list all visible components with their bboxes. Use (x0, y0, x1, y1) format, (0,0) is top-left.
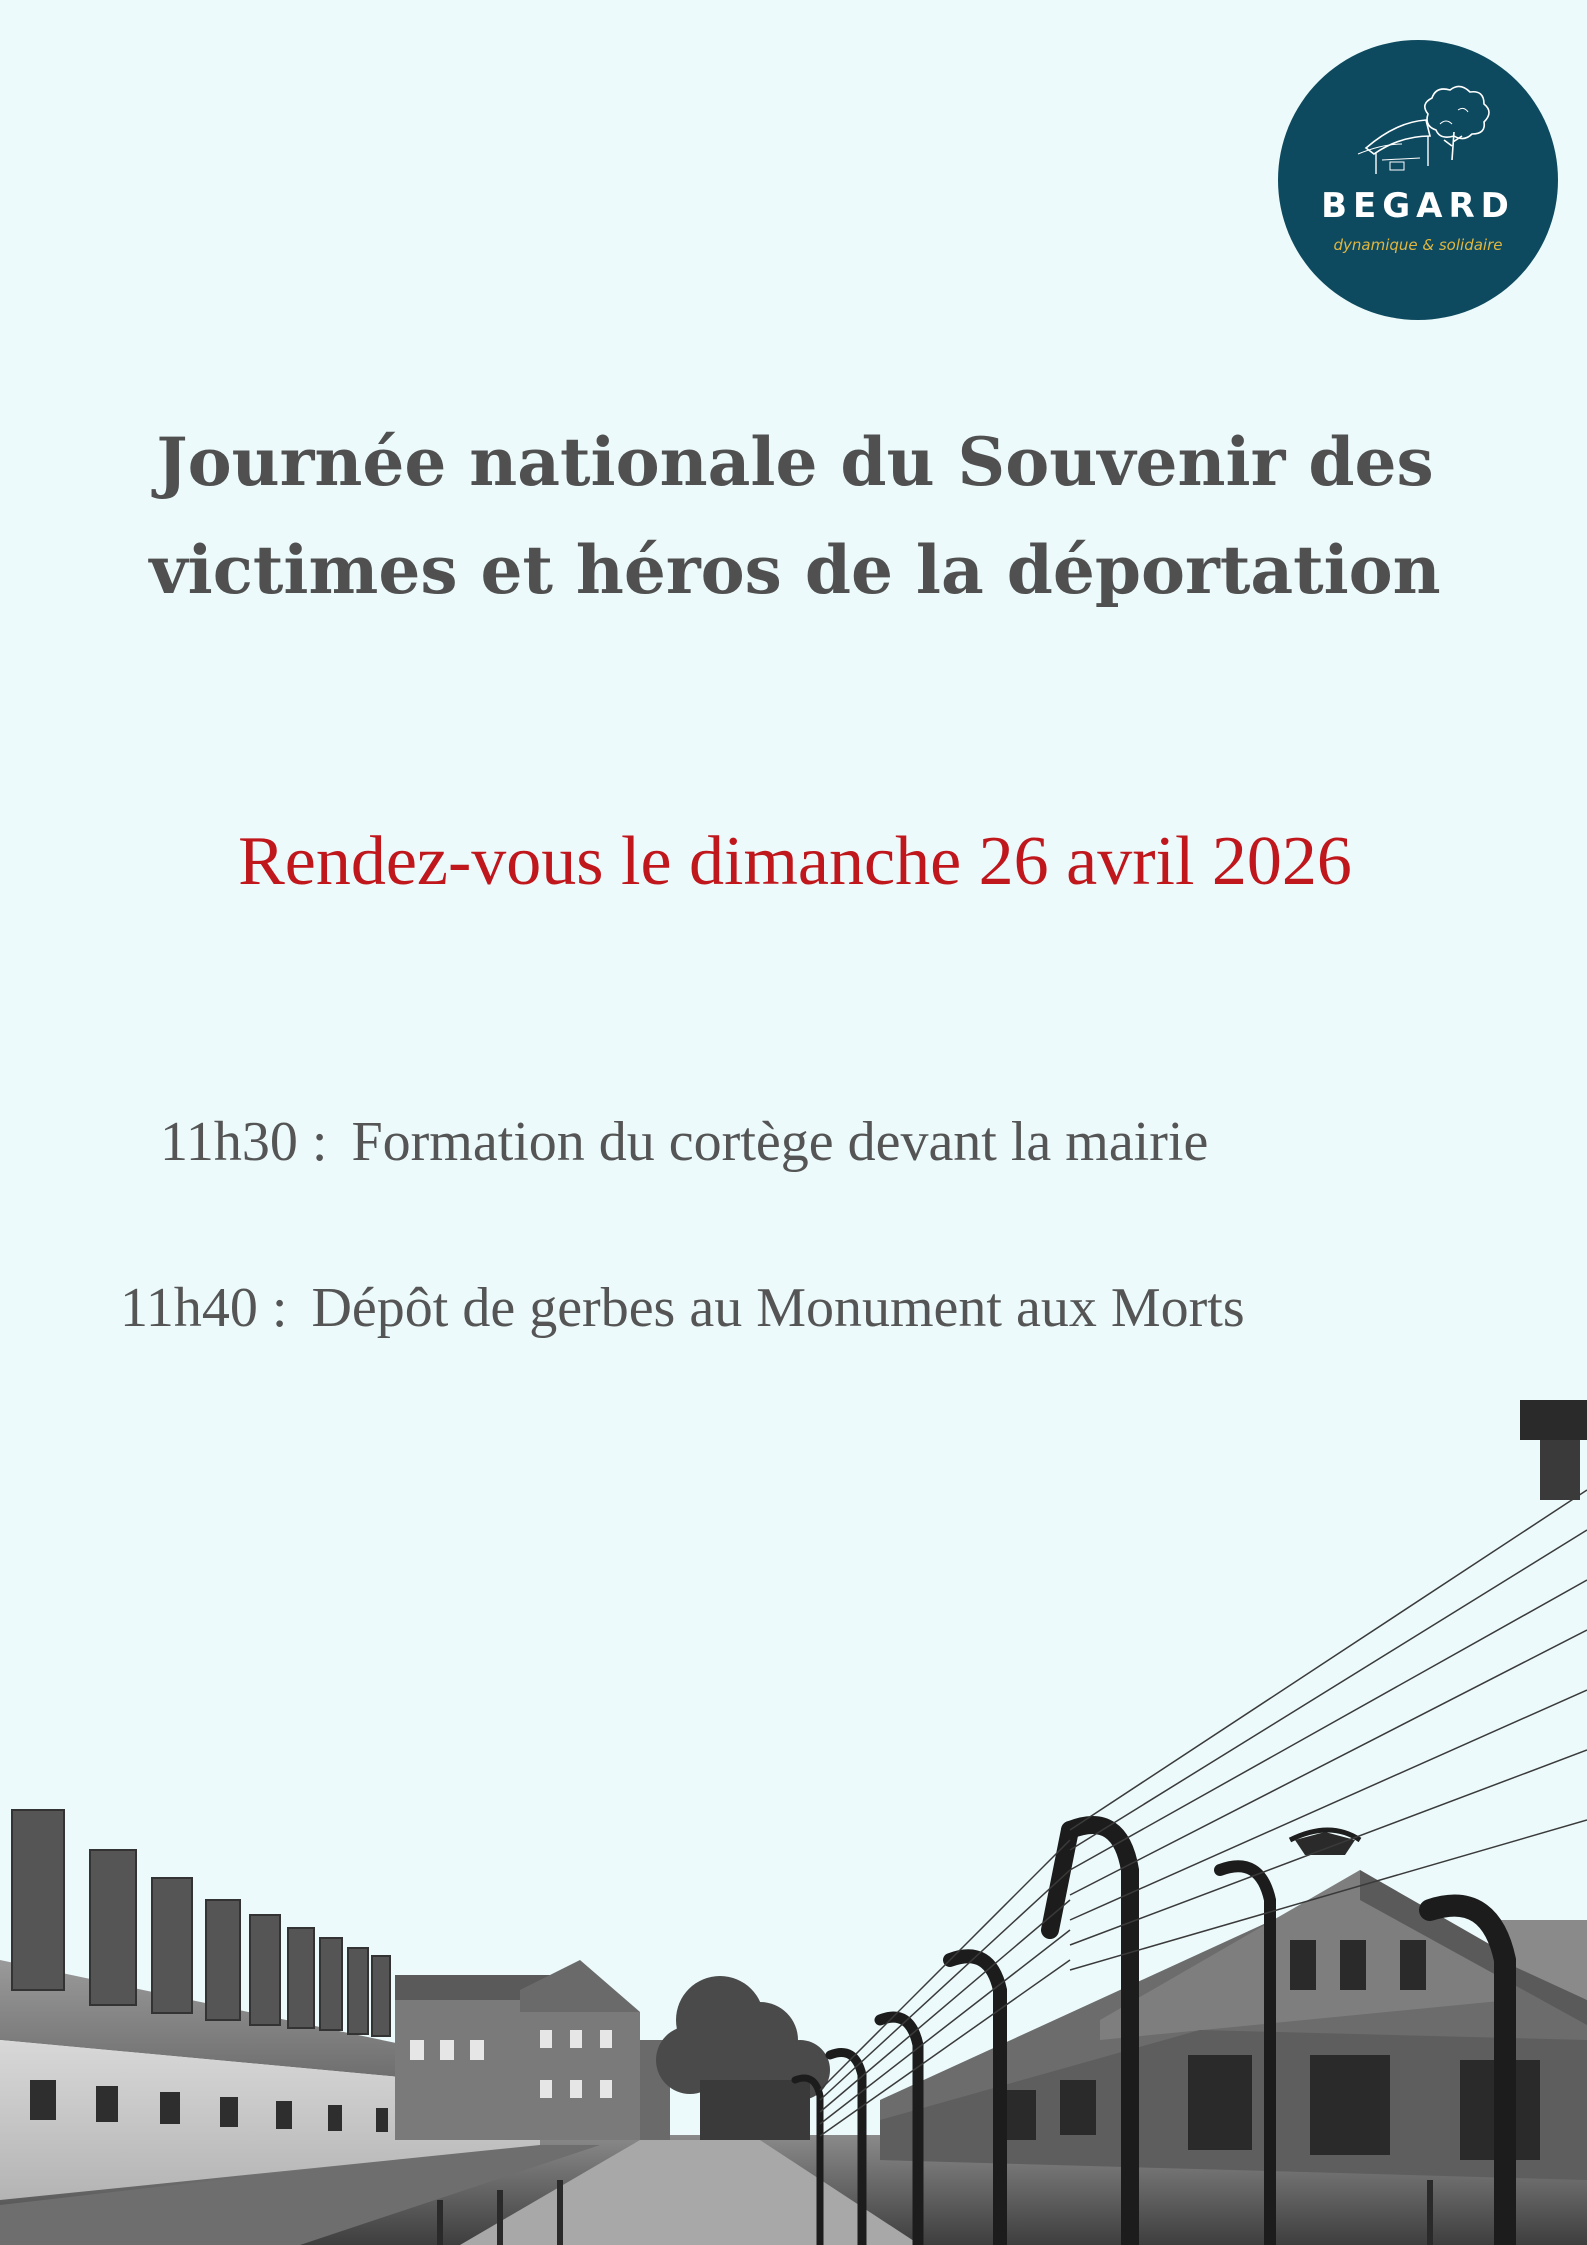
schedule-item (160, 1110, 1208, 1174)
schedule-time: 11h40 (120, 1277, 258, 1339)
schedule-description: Formation du cortège devant la mairie (351, 1111, 1209, 1173)
schedule-item (120, 1276, 1245, 1340)
begard-logo (1278, 40, 1558, 320)
title-line-1: Journée nationale du Souvenir des (156, 423, 1434, 501)
page-title (90, 408, 1500, 624)
logo-name: BEGARD (1321, 186, 1515, 226)
schedule-time: 11h30 (160, 1111, 298, 1173)
title-line-2: victimes et héros de la déportation (149, 531, 1441, 609)
schedule-separator: : (311, 1111, 328, 1173)
schedule-description: Dépôt de gerbes au Monument aux Morts (311, 1277, 1245, 1339)
logo-tagline: dynamique & solidaire (1333, 236, 1503, 254)
camp-photo (0, 1400, 1587, 2245)
tree-house-icon (1278, 40, 1558, 320)
event-date: Rendez-vous le dimanche 26 avril 2026 (238, 823, 1352, 900)
schedule-separator: : (271, 1277, 288, 1339)
